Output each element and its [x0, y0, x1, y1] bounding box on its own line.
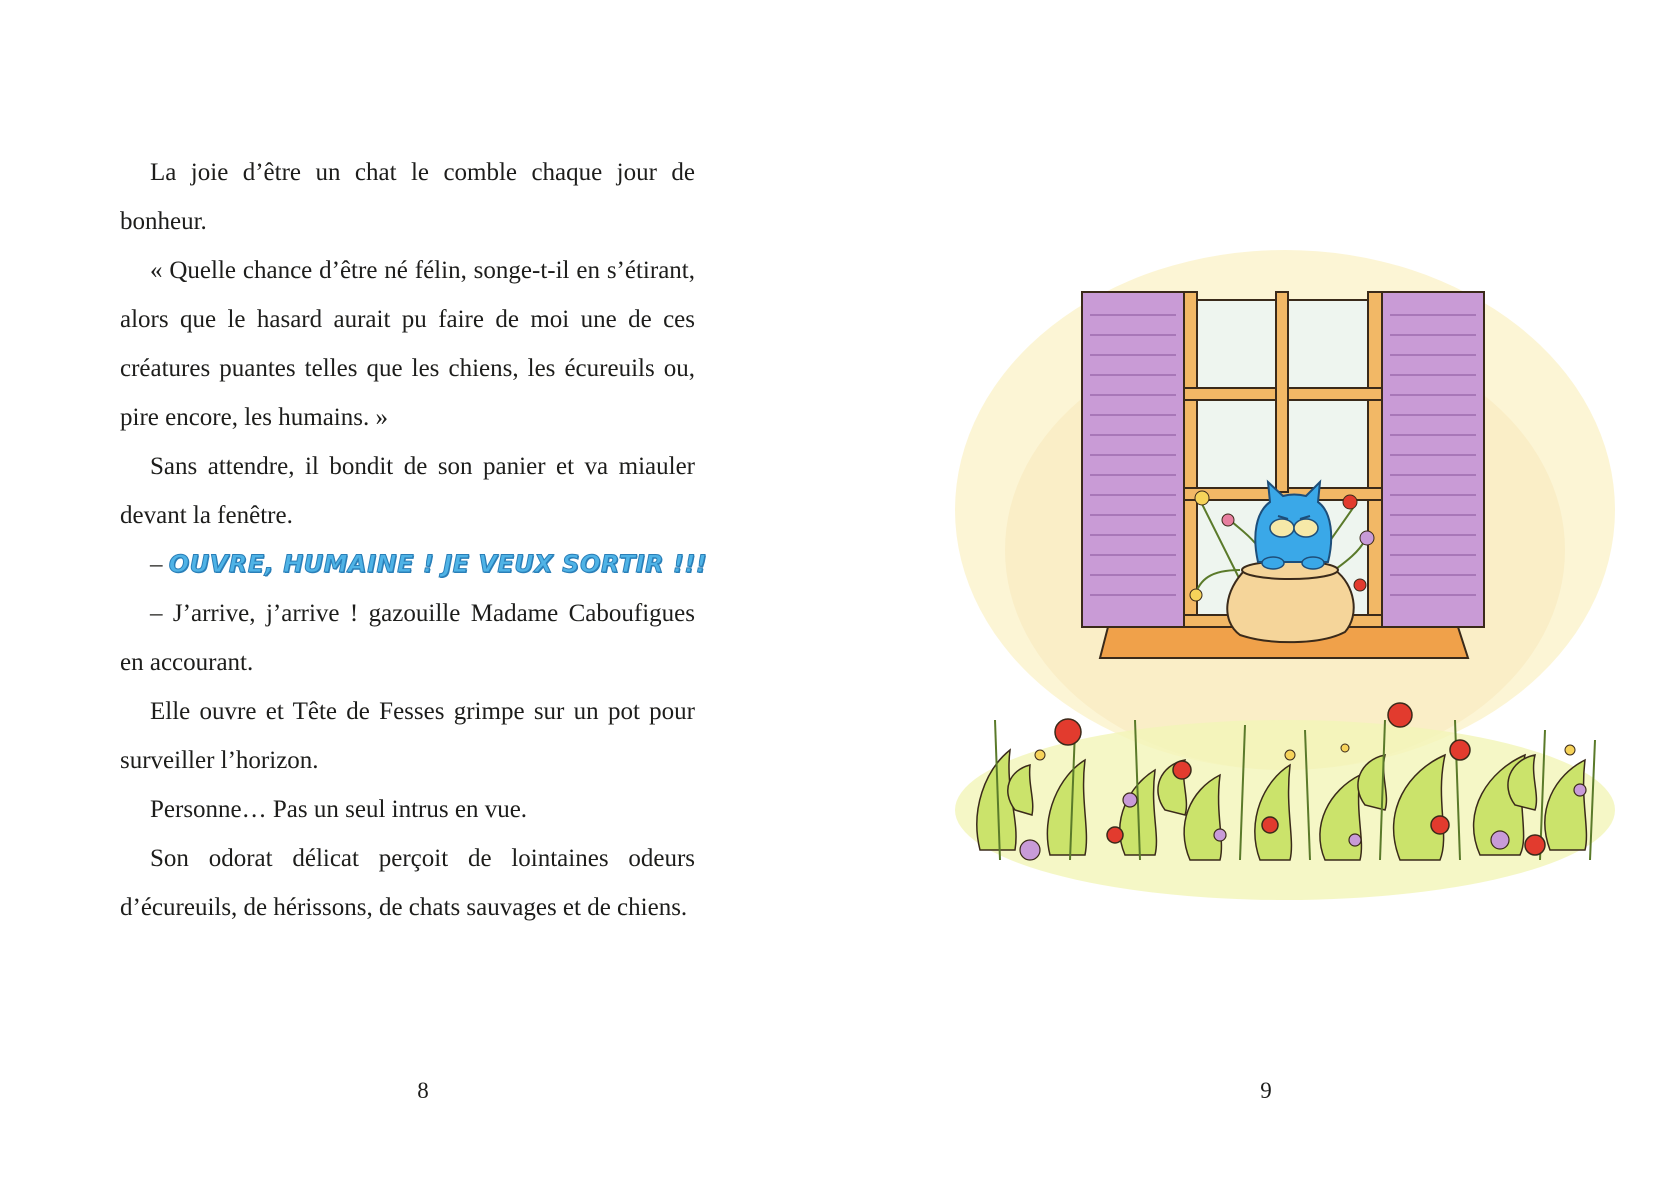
right-page — [840, 0, 1680, 1200]
shout-line — [120, 540, 708, 589]
window-with-cat-illustration — [940, 250, 1630, 930]
pot — [1227, 570, 1353, 642]
paragraph: Sans attendre, il bondit de son panier et va miauler devant la fenêtre. — [120, 453, 695, 529]
shout-dash: – — [150, 551, 169, 578]
paragraph: Personne… Pas un seul intrus en vue. — [150, 796, 528, 823]
paragraph: « Quelle chance d’être né félin, songe-t-il en s’étirant, alors que le hasard aurait pu faire de moi une de ces créatures puantes telles que les chiens, les écureuils ou, pire encore, les humains. » — [120, 257, 695, 431]
page-number: 9 — [1260, 1078, 1272, 1103]
body-text — [120, 148, 708, 932]
right-shutter — [1382, 292, 1484, 627]
paragraph: – J’arrive, j’arrive ! gazouille Madame Caboufigues en accourant. — [120, 600, 695, 676]
shout-text: OUVRE, HUMAINE ! JE VEUX SORTIR !!! — [168, 550, 708, 578]
paragraph: Son odorat délicat perçoit de lointaines odeurs d’écureuils, de hérissons, de chats sauvages et de chiens. — [120, 845, 695, 921]
paragraph: La joie d’être un chat le comble chaque jour de bonheur. — [120, 159, 695, 235]
page-number: 8 — [417, 1078, 429, 1103]
paragraph: Elle ouvre et Tête de Fesses grimpe sur un pot pour surveiller l’horizon. — [120, 698, 695, 774]
left-shutter — [1082, 292, 1184, 627]
